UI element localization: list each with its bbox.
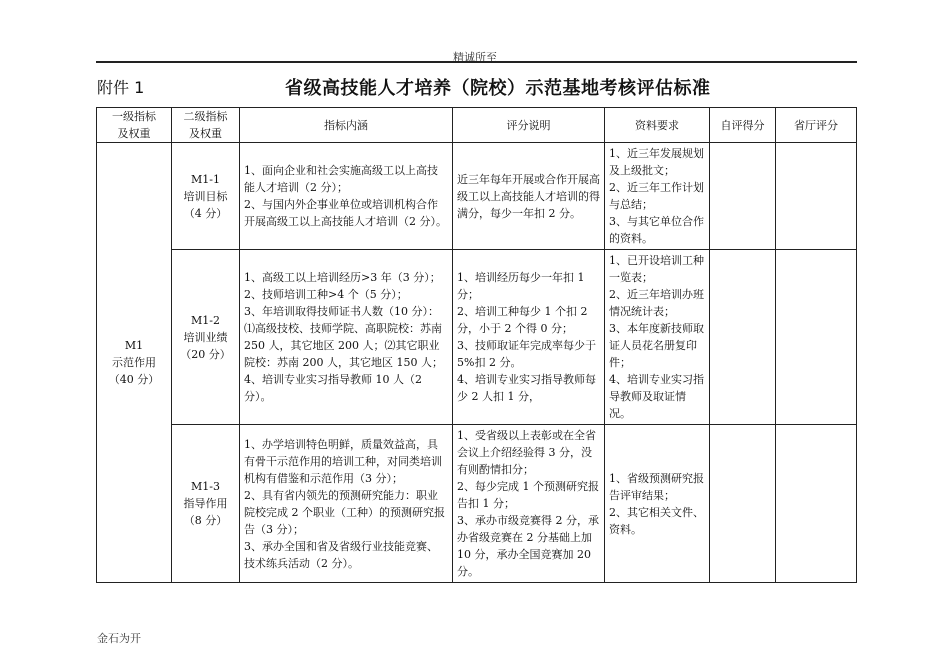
scoring-notes-cell-line: 1、受省级以上表彰或在全省会议上介绍经验得 3 分，没有则酌情扣分； (457, 429, 596, 476)
level2-indicator-cell (172, 143, 240, 250)
col-header-prov-score: 省厅评分 (776, 108, 857, 143)
header-rule (96, 61, 857, 63)
provincial-score-cell[interactable] (776, 250, 857, 425)
table-row (97, 425, 857, 583)
provincial-score-cell[interactable] (776, 425, 857, 583)
indicator-content-cell-line: 3、年培训取得技师证书人数（10 分）：⑴高级技校、技师学院、高职院校：苏南 250 人，其它地区 200 人；⑵其它职业院校：苏南 200 人，其它地区 150 人； (244, 305, 443, 369)
scoring-notes-cell-line: 1、培训经历每少一年扣 1 分； (457, 271, 585, 301)
materials-cell-line: 2、近三年培训办班情况统计表； (609, 288, 704, 318)
page-header: 精诚所至 (453, 51, 497, 64)
level1-weight: （40 分） (108, 373, 160, 386)
level2-weight: （20 分） (180, 347, 231, 361)
indicator-content-cell (240, 425, 453, 583)
indicator-content-cell-line: 2、与国内外企事业单位或培训机构合作开展高级工以上高技能人才培训（2 分）。 (244, 198, 447, 228)
materials-cell-line: 2、其它相关文件、资料。 (609, 505, 704, 536)
level2-indicator-cell (172, 425, 240, 583)
scoring-notes-cell (453, 425, 605, 583)
col-header-level1-text: 一级指标 及权重 (112, 110, 156, 140)
indicator-content-cell-line: 1、高级工以上培训经历>3 年（3 分）； (244, 271, 441, 284)
indicator-content-cell-line: 1、办学培训特色明鲜，质量效益高，具有骨干示范作用的培训工种，对同类培训机构有借鉴和示范作用（3 分）； (244, 437, 442, 485)
materials-cell-line: 1、近三年发展规划及上级批文； (609, 147, 704, 177)
document-title: 省级高技能人才培养（院校）示范基地考核评估标准 (285, 78, 711, 99)
col-header-level2 (172, 108, 240, 143)
indicator-content-cell (240, 143, 453, 250)
scoring-notes-cell-line: 2、每少完成 1 个预测研究报告扣 1 分； (457, 480, 599, 510)
level2-code: M1-2 (191, 313, 220, 327)
table-row (97, 143, 857, 250)
col-header-level2-text: 二级指标 及权重 (183, 110, 228, 140)
scoring-notes-cell-line: 4、培训专业实习指导教师每少 2 人扣 1 分， (457, 373, 596, 403)
col-header-content: 指标内涵 (240, 108, 453, 143)
scoring-notes-cell (453, 250, 605, 425)
scoring-notes-cell-line: 2、培训工种每少 1 个扣 2 分，小于 2 个得 0 分； (457, 305, 588, 335)
level2-name: 指导作用 (183, 497, 228, 510)
col-header-scoring: 评分说明 (453, 108, 605, 143)
materials-cell-line: 1、省级预测研究报告评审结果； (609, 471, 704, 502)
indicator-content-cell-line: 3、承办全国和省及省级行业技能竞赛、技术练兵活动（2 分）。 (244, 539, 438, 570)
level2-code: M1-3 (191, 480, 220, 493)
table-row (97, 250, 857, 425)
indicator-content-cell-line: 2、技师培训工种>4 个（5 分）； (244, 288, 408, 301)
scoring-notes-cell-line: 近三年每年开展或合作开展高级工以上高技能人才培训的得满分，每少一年扣 2 分。 (457, 172, 600, 220)
self-score-cell[interactable] (710, 250, 776, 425)
materials-cell (605, 143, 710, 250)
col-header-self-score: 自评得分 (710, 108, 776, 143)
table-header-row (97, 108, 857, 143)
level2-name: 培训业绩 (183, 330, 228, 344)
scoring-notes-cell (453, 143, 605, 250)
level2-name: 培训目标 (183, 189, 228, 203)
col-header-level1 (97, 108, 172, 143)
assessment-table (96, 107, 857, 583)
materials-cell (605, 250, 710, 425)
materials-cell-line: 2、近三年工作计划与总结； (609, 181, 704, 211)
materials-cell-line: 4、培训专业实习指导教师及取证情况。 (609, 373, 704, 420)
materials-cell-line: 3、本年度新技师取证人员花名册复印件； (609, 322, 704, 369)
level2-weight: （4 分） (183, 206, 228, 220)
materials-cell-line: 3、与其它单位合作的资料。 (609, 215, 704, 245)
materials-cell-line: 1、已开设培训工种一览表； (609, 254, 704, 284)
annex-label: 附件 1 (97, 78, 145, 97)
scoring-notes-cell-line: 3、承办市级竞赛得 2 分，承办省级竞赛在 2 分基础上加 10 分，承办全国竞赛加 20 分。 (457, 514, 599, 578)
level2-weight: （8 分） (183, 514, 228, 527)
col-header-materials: 资料要求 (605, 108, 710, 143)
page-footer: 金石为开 (97, 632, 141, 645)
indicator-content-cell (240, 250, 453, 425)
level1-indicator-cell (97, 143, 172, 583)
level1-name: 示范作用 (112, 356, 156, 369)
materials-cell (605, 425, 710, 583)
self-score-cell[interactable] (710, 143, 776, 250)
self-score-cell[interactable] (710, 425, 776, 583)
indicator-content-cell-line: 1、面向企业和社会实施高级工以上高技能人才培训（2 分）； (244, 164, 438, 194)
level2-code: M1-1 (191, 172, 220, 186)
level2-indicator-cell (172, 250, 240, 425)
indicator-content-cell-line: 4、培训专业实习指导教师 10 人（2 分）。 (244, 373, 422, 403)
level1-code: M1 (124, 339, 144, 352)
indicator-content-cell-line: 2、具有省内领先的预测研究能力：职业院校完成 2 个职业（工种）的预测研究报告（3 分）； (244, 488, 445, 536)
provincial-score-cell[interactable] (776, 143, 857, 250)
scoring-notes-cell-line: 3、技师取证年完成率每少于 5%扣 2 分。 (457, 339, 596, 369)
